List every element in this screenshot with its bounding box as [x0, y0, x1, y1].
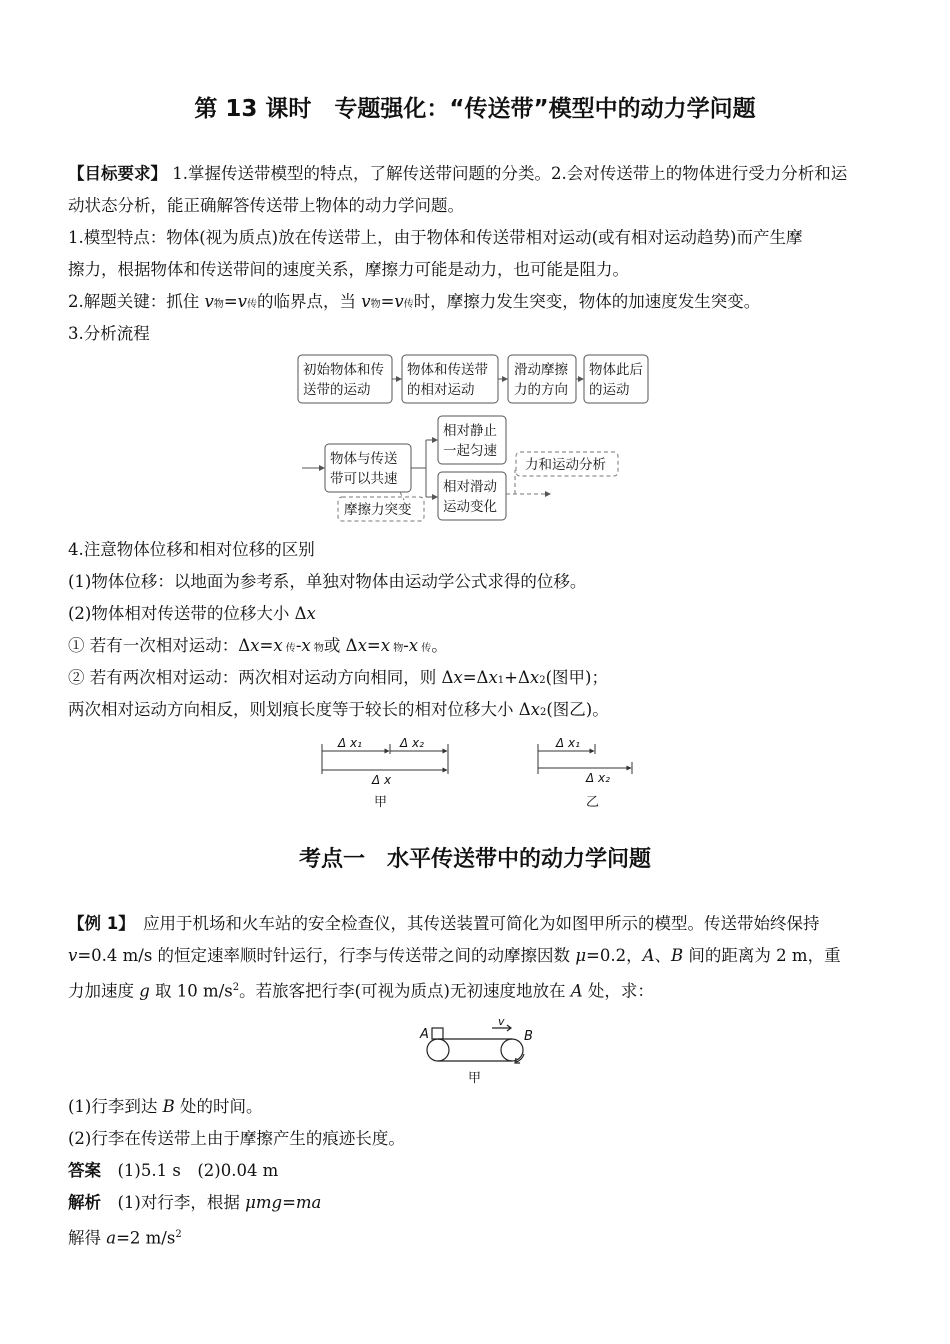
yi-dx1-label: Δ x₁	[556, 736, 580, 750]
flow-heading: 3.分析流程	[68, 324, 150, 343]
point-b-label: B	[524, 1029, 533, 1044]
solution-line: 解得 a=2 $m/s^2$	[68, 1228, 182, 1248]
flow-box5-text-1: 物体与传送	[330, 451, 398, 467]
model-feature-line-1: 1.模型特点：物体(视为质点)放在传送带上，由于物体和传送带相对运动(或有相对运动趋势)而产生摩	[68, 228, 803, 247]
flow-box3-text-2: 力的方向	[514, 382, 568, 398]
flow-box2-text-2: 的相对运动	[407, 382, 475, 398]
page-title: 第 13 课时 专题强化：“传送带”模型中的动力学问题	[194, 96, 756, 122]
conveyor-belt-figure	[412, 1016, 542, 1088]
relative-displacement: (2)物体相对传送带的位移大小 Δx	[68, 604, 316, 623]
flow-box6-text-2: 一起匀速	[443, 443, 497, 459]
flow-box1-text-2: 送带的运动	[303, 382, 371, 398]
question-2: (2)行李在传送带上由于摩擦产生的痕迹长度。	[68, 1129, 405, 1148]
flow-box9-text: 力和运动分析	[525, 457, 606, 473]
example-line-3: 力加速度 g 取 10 $m/s^2$。若旅客把行李(可视为质点)无初速度地放在 A 处，求：	[68, 981, 654, 1001]
key-point-line: 2.解题关键：抓住 v物=v传的临界点，当 v物=v传时，摩擦力发生突变，物体的加速度发生突变。	[68, 292, 761, 311]
flow-box7-text-1: 相对滑动	[443, 479, 497, 495]
flow-box6-text-1: 相对静止	[443, 423, 497, 439]
one-relative-motion: ① 若有一次相对运动：Δx=x 传-x 物或 Δx=x 物-x 传。	[68, 636, 448, 655]
model-feature-line-2: 擦力，根据物体和传送带间的速度关系，摩擦力可能是动力，也可能是阻力。	[68, 260, 629, 279]
flow-box1-text-1: 初始物体和传	[303, 362, 384, 378]
goal-line-1: 【目标要求】 1.掌握传送带模型的特点，了解传送带问题的分类。2.会对传送带上的物体进行受力分析和运	[68, 164, 848, 183]
goal-label: 【目标要求】	[68, 164, 167, 183]
example-line-1: 【例 1】 应用于机场和火车站的安全检查仪，其传送装置可简化为如图甲所示的模型。传送带始终保持	[68, 914, 820, 933]
jia-dx2-label: Δ x₂	[400, 736, 424, 750]
left-roller	[427, 1039, 449, 1061]
section-title: 考点一 水平传送带中的动力学问题	[298, 847, 651, 872]
object-displacement: (1)物体位移：以地面为参考系，单独对物体由运动学公式求得的位移。	[68, 572, 587, 591]
right-roller	[501, 1039, 523, 1061]
yi-dx2-label: Δ x₂	[586, 771, 610, 785]
example-label: 【例 1】	[68, 914, 127, 933]
jia-dx1-label: Δ x₁	[338, 736, 362, 750]
question-1: (1)行李到达 B 处的时间。	[68, 1097, 263, 1116]
analysis-flowchart	[290, 352, 650, 524]
two-relative-same: ② 若有两次相对运动：两次相对运动方向相同，则 Δx=Δx1+Δx2(图甲)；	[68, 668, 608, 687]
goal-line-2: 动状态分析，能正确解答传送带上物体的动力学问题。	[68, 196, 464, 215]
displacement-diagrams	[310, 734, 650, 816]
flow-box4-text-2: 的运动	[589, 382, 630, 398]
flow-box4-text-1: 物体此后	[589, 362, 643, 378]
two-relative-opposite: 两次相对运动方向相反，则划痕长度等于较长的相对位移大小 Δx2(图乙)。	[68, 700, 609, 719]
analysis-label: 解析	[68, 1193, 101, 1212]
example-line-2: v=0.4 m/s 的恒定速率顺时针运行，行李与传送带之间的动摩擦因数 μ=0.2，A、B 间的距离为 2 m，重	[68, 946, 841, 965]
luggage-box	[432, 1028, 443, 1039]
answer-line: 答案 (1)5.1 s (2)0.04 m	[68, 1161, 279, 1180]
answer-label: 答案	[68, 1161, 101, 1180]
belt-caption: 甲	[468, 1071, 482, 1086]
flow-box2-text-1: 物体和传送带	[407, 362, 488, 378]
yi-caption: 乙	[586, 795, 600, 810]
point-a-label: A	[420, 1027, 429, 1042]
analysis-line: 解析 (1)对行李，根据 μmg=ma	[68, 1193, 322, 1212]
flow-box5-text-2: 带可以共速	[330, 471, 398, 487]
jia-caption: 甲	[374, 795, 388, 810]
jia-dx-label: Δ x	[372, 773, 392, 787]
distinction-heading: 4.注意物体位移和相对位移的区别	[68, 540, 315, 559]
flow-box8-text: 摩擦力突变	[344, 502, 412, 518]
velocity-label: v	[498, 1016, 505, 1028]
flow-box3-text-1: 滑动摩擦	[514, 362, 568, 378]
flow-box7-text-2: 运动变化	[443, 499, 497, 515]
